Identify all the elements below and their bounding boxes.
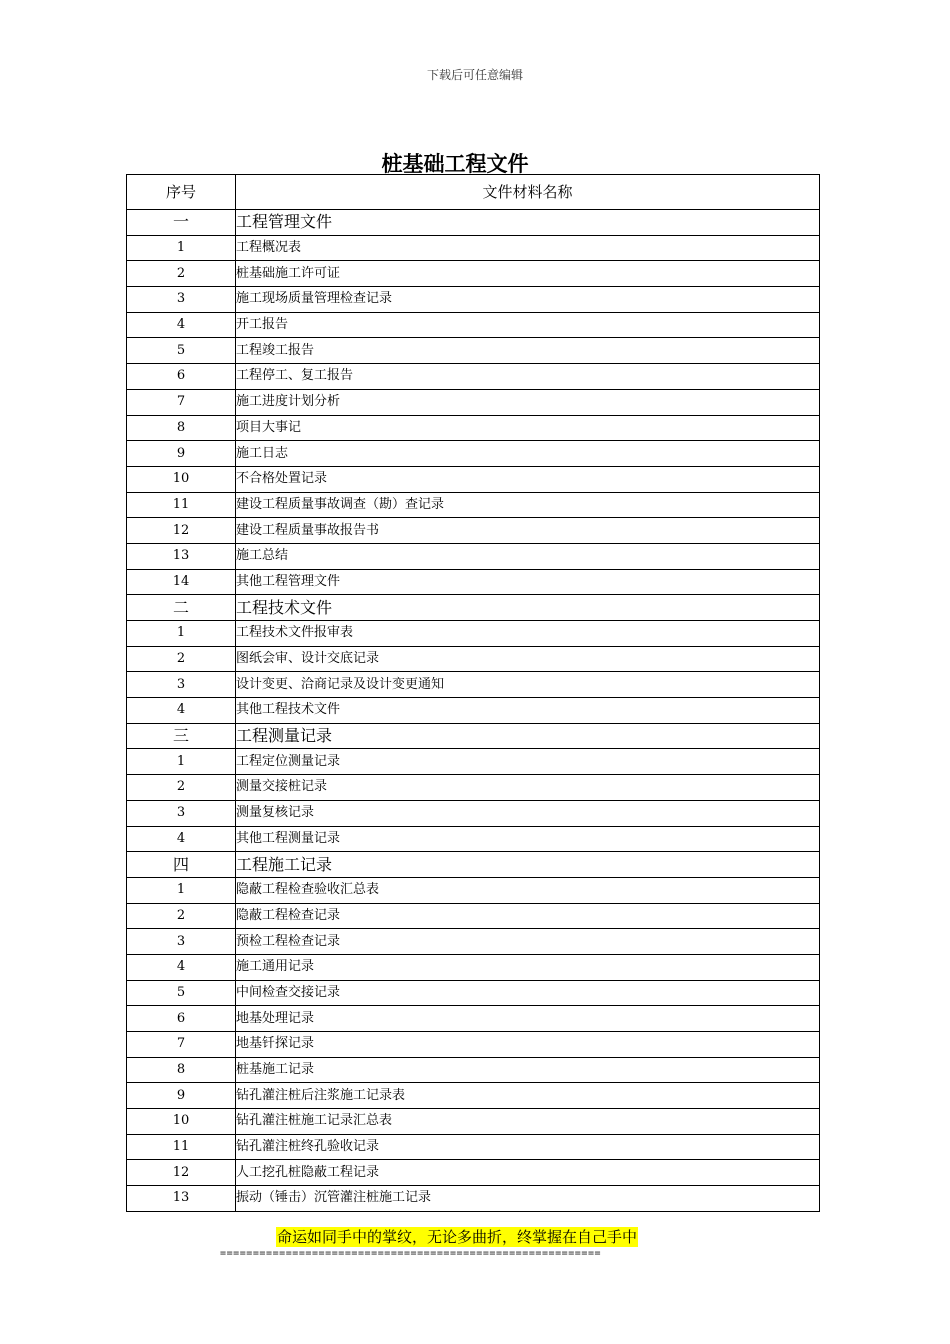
row-seq: 9 (127, 441, 236, 467)
table-row (127, 492, 820, 518)
row-name: 隐蔽工程检查记录 (236, 903, 820, 929)
row-seq: 4 (127, 826, 236, 852)
row-seq: 1 (127, 235, 236, 261)
table-row (127, 441, 820, 467)
row-name: 测量复核记录 (236, 800, 820, 826)
table-row (127, 749, 820, 775)
table-row (127, 518, 820, 544)
table-row (127, 800, 820, 826)
table-row (127, 698, 820, 724)
row-seq: 13 (127, 543, 236, 569)
table-row (127, 1032, 820, 1058)
row-seq: 9 (127, 1083, 236, 1109)
row-name: 工程概况表 (236, 235, 820, 261)
table-row (127, 621, 820, 647)
table-row (127, 1083, 820, 1109)
row-seq: 10 (127, 1109, 236, 1135)
row-seq: 1 (127, 877, 236, 903)
row-name: 项目大事记 (236, 415, 820, 441)
row-name: 工程技术文件 (236, 595, 820, 621)
table-row (127, 312, 820, 338)
footer-rule: ========================================================== (220, 1248, 602, 1259)
header-seq: 序号 (127, 175, 236, 210)
table-row (127, 287, 820, 313)
row-name: 不合格处置记录 (236, 466, 820, 492)
table-body (127, 210, 820, 1212)
table-row (127, 980, 820, 1006)
table-row (127, 389, 820, 415)
row-name: 设计变更、洽商记录及设计变更通知 (236, 672, 820, 698)
row-seq: 2 (127, 261, 236, 287)
table-row (127, 1134, 820, 1160)
row-name: 其他工程管理文件 (236, 569, 820, 595)
row-seq: 1 (127, 621, 236, 647)
row-name: 工程测量记录 (236, 723, 820, 749)
section-row (127, 595, 820, 621)
table-row (127, 954, 820, 980)
table-row (127, 466, 820, 492)
table-row (127, 415, 820, 441)
table-row (127, 877, 820, 903)
row-name: 图纸会审、设计交底记录 (236, 646, 820, 672)
row-name: 开工报告 (236, 312, 820, 338)
table-row (127, 672, 820, 698)
header-name: 文件材料名称 (236, 175, 820, 210)
row-name: 隐蔽工程检查验收汇总表 (236, 877, 820, 903)
row-name: 工程竣工报告 (236, 338, 820, 364)
row-seq: 四 (127, 852, 236, 878)
row-seq: 5 (127, 980, 236, 1006)
row-name: 其他工程技术文件 (236, 698, 820, 724)
row-seq: 10 (127, 466, 236, 492)
row-seq: 三 (127, 723, 236, 749)
section-row (127, 210, 820, 236)
table-row (127, 1160, 820, 1186)
row-name: 工程技术文件报审表 (236, 621, 820, 647)
row-seq: 14 (127, 569, 236, 595)
row-seq: 2 (127, 646, 236, 672)
row-name: 钻孔灌注桩终孔验收记录 (236, 1134, 820, 1160)
row-name: 地基钎探记录 (236, 1032, 820, 1058)
page-title: 桩基础工程文件 (381, 151, 529, 176)
row-seq: 7 (127, 1032, 236, 1058)
table-header-row (127, 175, 820, 210)
row-seq: 4 (127, 954, 236, 980)
table-row (127, 1006, 820, 1032)
row-name: 钻孔灌注桩施工记录汇总表 (236, 1109, 820, 1135)
row-name: 地基处理记录 (236, 1006, 820, 1032)
row-name: 测量交接桩记录 (236, 775, 820, 801)
row-seq: 4 (127, 698, 236, 724)
row-seq: 7 (127, 389, 236, 415)
row-name: 中间检查交接记录 (236, 980, 820, 1006)
row-seq: 一 (127, 210, 236, 236)
row-name: 工程施工记录 (236, 852, 820, 878)
row-seq: 8 (127, 1057, 236, 1083)
row-seq: 12 (127, 518, 236, 544)
table-row (127, 1109, 820, 1135)
row-name: 钻孔灌注桩后注浆施工记录表 (236, 1083, 820, 1109)
row-seq: 8 (127, 415, 236, 441)
row-seq: 6 (127, 364, 236, 390)
row-name: 振动（锤击）沉管灌注桩施工记录 (236, 1186, 820, 1212)
row-name: 预检工程检查记录 (236, 929, 820, 955)
row-seq: 11 (127, 1134, 236, 1160)
row-seq: 13 (127, 1186, 236, 1212)
table-row (127, 646, 820, 672)
row-seq: 3 (127, 929, 236, 955)
row-name: 桩基施工记录 (236, 1057, 820, 1083)
table-row (127, 775, 820, 801)
table-row (127, 235, 820, 261)
row-name: 人工挖孔桩隐蔽工程记录 (236, 1160, 820, 1186)
row-seq: 2 (127, 775, 236, 801)
row-seq: 5 (127, 338, 236, 364)
table-row (127, 1186, 820, 1212)
table-row (127, 903, 820, 929)
table-row (127, 261, 820, 287)
table-row (127, 338, 820, 364)
table-row (127, 929, 820, 955)
table-row (127, 826, 820, 852)
row-seq: 6 (127, 1006, 236, 1032)
header-note: 下载后可任意编辑 (426, 68, 523, 82)
table-row (127, 543, 820, 569)
table-row (127, 1057, 820, 1083)
row-name: 建设工程质量事故报告书 (236, 518, 820, 544)
row-seq: 11 (127, 492, 236, 518)
table-row (127, 569, 820, 595)
file-list-table (126, 174, 820, 1212)
footer-quote: 命运如同手中的掌纹，无论多曲折，终掌握在自己手中 (277, 1228, 638, 1246)
row-seq: 3 (127, 287, 236, 313)
row-name: 施工总结 (236, 543, 820, 569)
row-seq: 2 (127, 903, 236, 929)
row-name: 工程定位测量记录 (236, 749, 820, 775)
row-name: 其他工程测量记录 (236, 826, 820, 852)
section-row (127, 852, 820, 878)
row-seq: 3 (127, 672, 236, 698)
row-name: 桩基础施工许可证 (236, 261, 820, 287)
table-row (127, 364, 820, 390)
row-name: 施工日志 (236, 441, 820, 467)
row-name: 施工通用记录 (236, 954, 820, 980)
row-seq: 12 (127, 1160, 236, 1186)
row-name: 工程停工、复工报告 (236, 364, 820, 390)
row-name: 施工现场质量管理检查记录 (236, 287, 820, 313)
row-seq: 二 (127, 595, 236, 621)
row-name: 施工进度计划分析 (236, 389, 820, 415)
row-seq: 4 (127, 312, 236, 338)
row-name: 建设工程质量事故调查（勘）查记录 (236, 492, 820, 518)
row-name: 工程管理文件 (236, 210, 820, 236)
row-seq: 1 (127, 749, 236, 775)
row-seq: 3 (127, 800, 236, 826)
section-row (127, 723, 820, 749)
